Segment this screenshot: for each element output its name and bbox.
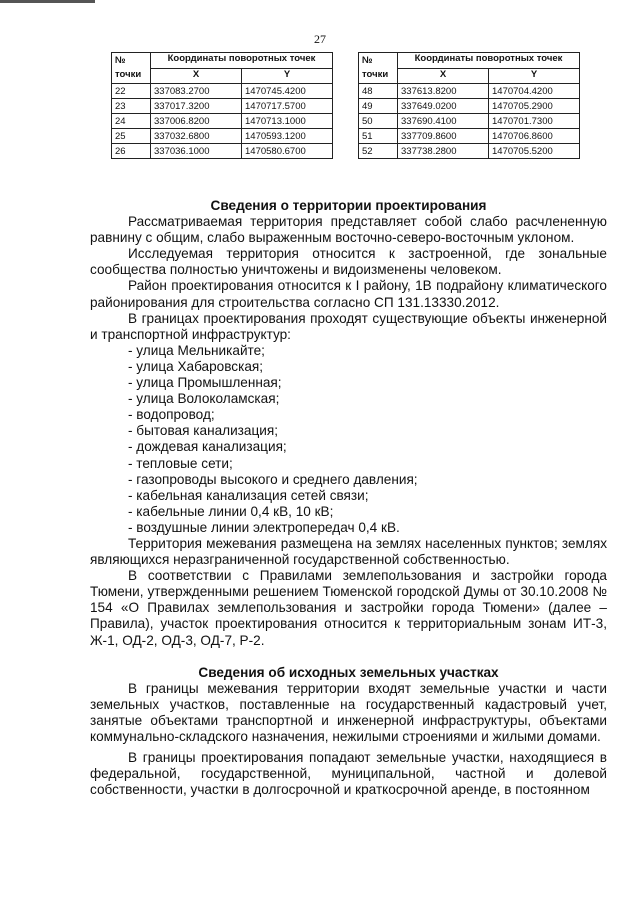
y-coordinate: 1470701.7300 <box>489 114 580 129</box>
paragraph: В границы межевания территории входят земельные участки и части земельных участков, поставленные на государственный кадастровый учет, занятые объектами транспортной и инженерной инфраструктуры, объектами коммунально-складского назначения, нежилыми строениями и жилыми домами. <box>90 680 607 744</box>
coords-header: Координаты поворотных точек <box>151 53 333 69</box>
list-item: - кабельная канализация сетей связи; <box>128 487 369 503</box>
list-item: - кабельные линии 0,4 кВ, 10 кВ; <box>128 503 334 519</box>
paragraph: В соответствии с Правилами землепользования и застройки города Тюмени, утвержденными решением Тюменской городской Думы от 30.10.2008 № 154 «О Правилах землепользования и застройки города Тюмени» (далее – Правила), участок проектирования относится к территориальным зонам ИТ-3, Ж-1, ОД-2, ОД-3, ОД-7, Р-2. <box>90 568 607 648</box>
point-number: 51 <box>359 129 398 144</box>
paragraph: Территория межевания размещена на землях населенных пунктов; землях являющихся неразграниченной государственной собственностью. <box>90 535 607 568</box>
point-number: 23 <box>112 99 151 114</box>
point-number: 49 <box>359 99 398 114</box>
table-row <box>112 129 333 144</box>
y-coordinate: 1470745.4200 <box>242 84 333 99</box>
x-coordinate: 337036.1000 <box>151 144 242 159</box>
document-body <box>90 198 607 798</box>
point-number-header: № точки <box>359 53 398 84</box>
point-number: 26 <box>112 144 151 159</box>
page-number: 27 <box>314 32 326 46</box>
point-number: 22 <box>112 84 151 99</box>
point-number: 52 <box>359 144 398 159</box>
point-number-header: № точки <box>112 53 151 84</box>
paragraph: В границы проектирования попадают земельные участки, находящиеся в федеральной, государственной, муниципальной, частной и долевой собственности, участки в долгосрочной и краткосрочной аренде, в постоянном <box>90 750 607 798</box>
x-coordinate: 337709.8600 <box>398 129 489 144</box>
table-row <box>112 84 333 99</box>
table-row <box>359 114 580 129</box>
list-item: - дождевая канализация; <box>128 439 287 455</box>
x-coordinate: 337649.0200 <box>398 99 489 114</box>
list-item: - воздушные линии электропередач 0,4 кВ. <box>128 519 400 535</box>
table-row <box>112 144 333 159</box>
y-coordinate: 1470705.2900 <box>489 99 580 114</box>
point-number: 48 <box>359 84 398 99</box>
y-coordinate: 1470593.1200 <box>242 129 333 144</box>
point-number: 25 <box>112 129 151 144</box>
table-row <box>359 144 580 159</box>
y-coordinate: 1470705.5200 <box>489 144 580 159</box>
paragraph: Район проектирования относится к I району, 1В подрайону климатического районирования для строительства согласно СП 131.13330.2012. <box>90 278 607 310</box>
x-coordinate: 337083.2700 <box>151 84 242 99</box>
point-number: 24 <box>112 114 151 129</box>
list-item: - водопровод; <box>128 407 215 423</box>
y-coordinate: 1470580.6700 <box>242 144 333 159</box>
y-header: Y <box>242 69 333 84</box>
coords-header: Координаты поворотных точек <box>398 53 580 69</box>
table-row <box>359 129 580 144</box>
x-coordinate: 337738.2800 <box>398 144 489 159</box>
x-coordinate: 337690.4100 <box>398 114 489 129</box>
y-coordinate: 1470704.4200 <box>489 84 580 99</box>
list-item: - улица Мельникайте; <box>128 342 265 358</box>
table-row <box>112 99 333 114</box>
x-coordinate: 337613.8200 <box>398 84 489 99</box>
table-row <box>359 84 580 99</box>
y-header: Y <box>489 69 580 84</box>
x-header: X <box>151 69 242 84</box>
paragraph: Рассматриваемая территория представляет собой слабо расчлененную равнину с общим, слабо выраженным восточно-северо-восточным уклоном. <box>90 214 607 246</box>
infrastructure-list <box>90 343 607 536</box>
x-coordinate: 337017.3200 <box>151 99 242 114</box>
x-coordinate: 337032.6800 <box>151 129 242 144</box>
coordinates-table-right <box>358 52 580 159</box>
list-item: - газопроводы высокого и среднего давления; <box>128 471 418 487</box>
point-number: 50 <box>359 114 398 129</box>
scan-edge-mark <box>0 0 95 3</box>
y-coordinate: 1470713.1000 <box>242 114 333 129</box>
x-coordinate: 337006.8200 <box>151 114 242 129</box>
table-row <box>359 99 580 114</box>
list-item: - тепловые сети; <box>128 455 233 471</box>
list-item: - бытовая канализация; <box>128 423 278 439</box>
section-title-land-plots: Сведения об исходных земельных участках <box>198 664 499 680</box>
coordinates-table-left <box>111 52 333 159</box>
paragraph: В границах проектирования проходят существующие объекты инженерной и транспортной инфраструктур: <box>90 310 607 342</box>
y-coordinate: 1470717.5700 <box>242 99 333 114</box>
list-item: - улица Хабаровская; <box>128 358 264 374</box>
list-item: - улица Промышленная; <box>128 375 282 391</box>
paragraph: Исследуемая территория относится к застроенной, где зональные сообщества полностью уничтожены и видоизменены человеком. <box>90 246 607 278</box>
y-coordinate: 1470706.8600 <box>489 129 580 144</box>
list-item: - улица Волоколамская; <box>128 391 280 407</box>
section-title-territory: Сведения о территории проектирования <box>210 198 487 213</box>
x-header: X <box>398 69 489 84</box>
table-row <box>112 114 333 129</box>
